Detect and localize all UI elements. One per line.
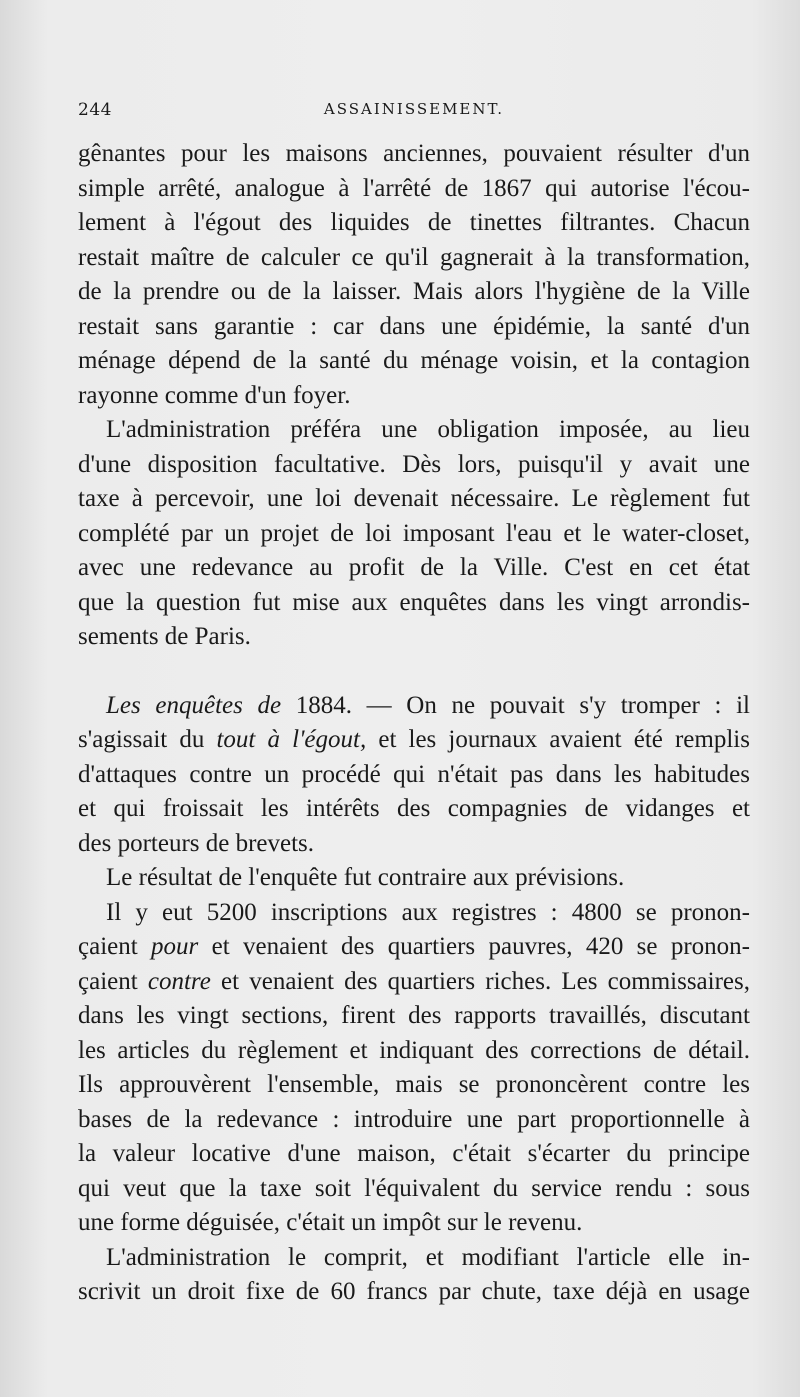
body-text — [78, 137, 750, 1310]
text-line: les articles du règlement et indiquant des corrections de détail. — [78, 1036, 750, 1064]
text-line: d'attaques contre un procédé qui n'était pas dans les habitudes — [78, 760, 750, 788]
text-line: lement à l'égout des liquides de tinettes filtrantes. Chacun — [78, 209, 750, 236]
running-title: ASSAINISSEMENT. — [323, 100, 505, 118]
text-line: scrivit un droit fixe de 60 francs par chute, taxe déjà en usage — [78, 1278, 750, 1305]
text-line: taxe à percevoir, une loi devenait nécessaire. Le règlement fut — [78, 485, 750, 512]
section-heading-line — [78, 689, 750, 724]
italic-word: contre — [147, 967, 211, 995]
section-gap — [78, 655, 750, 689]
text-line: L'administration préféra une obligation imposée, au lieu — [106, 416, 750, 443]
text-line: et qui froissait les intérêts des compagnies de vidanges et — [78, 795, 750, 822]
text-line: bases de la redevance : introduire une part proportionnelle à — [78, 1105, 750, 1133]
italic-phrase: tout à l'égout, — [216, 726, 367, 753]
text-span: çaient — [78, 967, 148, 995]
text-line: gênantes pour les maisons anciennes, pouvaient résulter d'un — [78, 140, 750, 167]
text-line: ménage dépend de la santé du ménage voisin, et la contagion — [78, 347, 750, 374]
section-heading: Les enquêtes de — [106, 691, 282, 719]
text-line: qui veut que la taxe soit l'équivalent du service rendu : sous — [78, 1174, 750, 1202]
text-line: rayonne comme d'un foyer. — [78, 381, 351, 409]
text-line: simple arrêté, analogue à l'arrêté de 1867 qui autorise l'écou- — [78, 174, 750, 202]
text-line: L'administration le comprit, et modifiant l'article elle in- — [106, 1243, 750, 1271]
text-line: Il y eut 5200 inscriptions aux registres : 4800 se pronon- — [106, 898, 750, 926]
text-line — [78, 930, 750, 965]
running-head — [78, 100, 750, 122]
page-number: 244 — [78, 100, 112, 120]
text-line: de la prendre ou de la laisser. Mais alors l'hygiène de la Ville — [78, 278, 750, 305]
text-span: et venaient des quartiers pauvres, 420 se pronon- — [198, 933, 750, 960]
text-line: restait sans garantie : car dans une épidémie, la santé d'un — [78, 312, 750, 340]
text-line: une forme déguisée, c'était un impôt sur le revenu. — [78, 1209, 583, 1236]
text-line — [78, 965, 750, 1000]
text-line — [78, 723, 750, 758]
text-line: des porteurs de brevets. — [78, 829, 315, 857]
text-line: que la question fut mise aux enquêtes dans les vingt arrondis- — [78, 588, 750, 616]
text-line: complété par un projet de loi imposant l'eau et le water-closet, — [78, 519, 750, 547]
text-line: dans les vingt sections, firent des rapports travaillés, discutant — [78, 1002, 750, 1029]
text-line: sements de Paris. — [78, 623, 251, 650]
italic-word: pour — [151, 933, 199, 960]
text-span: et venaient des quartiers riches. Les commissaires, — [210, 967, 750, 995]
text-line: restait maître de calculer ce qu'il gagnerait à la transformation, — [78, 243, 750, 271]
text-line: avec une redevance au profit de la Ville. C'est en cet état — [78, 554, 750, 581]
text-line: d'une disposition facultative. Dès lors, puisqu'il y avait une — [78, 450, 750, 478]
text-span: çaient — [78, 933, 152, 960]
text-span: 1884. — On ne pouvait s'y tromper : il — [281, 691, 750, 719]
text-line: Le résultat de l'enquête fut contraire aux prévisions. — [106, 864, 625, 891]
text-span: s'agissait du — [78, 726, 217, 753]
text-span: et les journaux avaient été remplis — [366, 726, 750, 753]
text-line: la valeur locative d'une maison, c'était s'écarter du principe — [78, 1140, 750, 1167]
text-line: Ils approuvèrent l'ensemble, mais se prononcèrent contre les — [78, 1071, 750, 1098]
